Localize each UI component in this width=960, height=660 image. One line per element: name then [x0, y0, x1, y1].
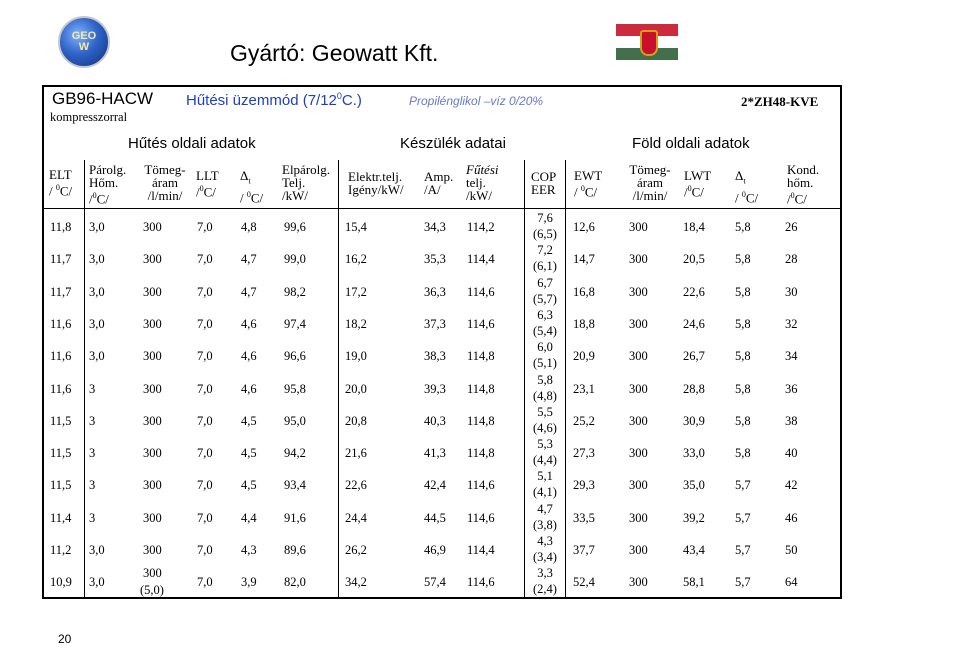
cell-llt: 7,0 — [197, 284, 213, 299]
cell-pin: 26,2 — [345, 543, 367, 557]
cell-cop-eer — [525, 533, 565, 565]
cell-amp: 57,4 — [424, 575, 446, 590]
cell-dt: 4,5 — [241, 478, 257, 493]
logo-text: GEO W — [71, 30, 97, 53]
header-divider — [44, 208, 840, 209]
cell-dt: 4,6 — [241, 316, 257, 331]
compressor-label: kompresszorral — [50, 110, 128, 124]
cell-dt: 4,5 — [241, 413, 257, 428]
col-divider — [338, 160, 339, 598]
cell-hom: 3,0 — [89, 316, 105, 331]
cell-cap: 89,6 — [284, 543, 306, 557]
cell-flow: 300 — [143, 284, 162, 299]
cell-eer: (4,8) — [533, 388, 557, 403]
col-header-electric-power: Elektr.telj. Igény/kW/ — [348, 169, 404, 197]
cell-lwt: 33,0 — [683, 446, 705, 461]
cell-eer: (2,4) — [533, 582, 557, 597]
cell-kond: 46 — [785, 510, 798, 525]
cell-flow: 300 — [143, 566, 162, 581]
cell-flow2: 300 — [629, 220, 648, 234]
cell-heat: 114,6 — [467, 478, 495, 493]
col-header-mass-flow: Tömeg- áram /l/min/ — [144, 162, 186, 203]
cell-flow: 300 — [143, 446, 162, 461]
col-header-condensing-temp: Kond. hőm. /$^0$C/ — [787, 162, 820, 207]
cell-ewt: 18,8 — [573, 316, 595, 331]
col-header-amp: Amp. /A/ — [424, 169, 454, 197]
cell-cap: 96,6 — [284, 349, 306, 364]
cell-elt: 11,8 — [50, 220, 72, 234]
cell-pin: 20,8 — [345, 413, 367, 428]
cell-dt: 4,6 — [241, 381, 257, 396]
cell-cop: 5,1 — [537, 469, 553, 484]
cell-flow: 300 — [143, 220, 162, 234]
cell-cop-eer — [525, 275, 565, 307]
cell-ewt: 14,7 — [573, 252, 595, 267]
cell-dt2: 5,8 — [735, 381, 751, 396]
cell-ewt: 27,3 — [573, 446, 595, 461]
cell-hom: 3 — [89, 446, 96, 461]
cell-dt2: 5,8 — [735, 413, 751, 428]
cell-kond: 32 — [785, 316, 798, 331]
cell-kond: 50 — [785, 543, 798, 557]
cell-llt: 7,0 — [197, 446, 213, 461]
cell-eer: (6,5) — [533, 227, 557, 241]
cell-hom: 3,0 — [89, 252, 105, 267]
cell-elt: 10,9 — [50, 575, 72, 590]
cell-heat: 114,6 — [467, 510, 495, 525]
model-name: GB96-HACW — [52, 89, 154, 108]
cell-flow-sub: (5,0) — [140, 583, 164, 598]
cell-eer: (3,4) — [533, 550, 557, 564]
cell-dt2: 5,8 — [735, 220, 751, 234]
cell-elt: 11,6 — [50, 349, 72, 364]
cell-pin: 17,2 — [345, 284, 367, 299]
cell-heat: 114,4 — [467, 252, 495, 267]
cell-ewt: 12,6 — [573, 220, 595, 234]
cell-dt: 4,7 — [241, 284, 257, 299]
cell-flow: 300 — [143, 478, 162, 493]
cell-eer: (5,7) — [533, 291, 557, 306]
cell-lwt: 35,0 — [683, 478, 705, 493]
cell-heat: 114,6 — [467, 575, 495, 590]
cell-ewt: 33,5 — [573, 510, 595, 525]
cell-llt: 7,0 — [197, 478, 213, 493]
cell-elt: 11,6 — [50, 381, 72, 396]
cell-dt2: 5,7 — [735, 575, 751, 590]
cell-cop-eer — [525, 404, 565, 436]
cell-dt2: 5,8 — [735, 446, 751, 461]
producer-title: Gyártó: Geowatt Kft. — [230, 40, 439, 66]
cell-lwt: 30,9 — [683, 413, 705, 428]
operating-mode: Hűtési üzemmód $(7/12^0C.)$ — [186, 91, 362, 109]
cell-ewt: 20,9 — [573, 349, 595, 364]
cell-cop: 7,2 — [537, 243, 553, 258]
cell-flow2: 300 — [629, 543, 648, 557]
cell-elt: 11,7 — [50, 284, 72, 299]
cell-cop-eer — [525, 210, 565, 242]
cell-cop-eer — [525, 436, 565, 468]
cell-pin: 20,0 — [345, 381, 367, 396]
cell-heat: 114,6 — [467, 284, 495, 299]
hungarian-flag-icon — [616, 24, 678, 60]
cell-kond: 40 — [785, 446, 798, 461]
cell-cap: 97,4 — [284, 316, 306, 331]
col-header-elt: ELT / $^0$C/ — [49, 167, 73, 199]
cell-kond: 26 — [785, 220, 798, 234]
cell-heat: 114,6 — [467, 316, 495, 331]
cell-cop-eer — [525, 339, 565, 371]
cell-cop-eer — [525, 372, 565, 404]
cell-eer: (4,1) — [533, 485, 557, 500]
cell-kond: 38 — [785, 413, 798, 428]
cell-flow: 300 — [143, 543, 162, 557]
col-header-lwt: LWT /$^0$C/ — [684, 168, 712, 200]
cell-flow2: 300 — [629, 478, 648, 493]
cell-llt: 7,0 — [197, 316, 213, 331]
cell-llt: 7,0 — [197, 575, 213, 590]
cell-amp: 38,3 — [424, 349, 446, 364]
col-divider — [565, 160, 566, 598]
cell-elt: 11,5 — [50, 446, 72, 461]
cell-eer: (5,4) — [533, 323, 557, 338]
cell-llt: 7,0 — [197, 349, 213, 364]
cell-flow2: 300 — [629, 510, 648, 525]
cell-dt2: 5,8 — [735, 349, 751, 364]
cell-lwt: 28,8 — [683, 381, 705, 396]
col-header-delta-t: $\Delta_t$ / $^0$C/ — [240, 168, 264, 205]
cell-llt: 7,0 — [197, 220, 213, 234]
section-device-data: Készülék adatai — [400, 135, 506, 152]
fluid-info: Propilénglikol –víz 0/20% — [409, 94, 544, 108]
cell-cop: 5,3 — [537, 437, 553, 452]
section-ground-side: Föld oldali adatok — [632, 135, 750, 152]
cell-dt: 4,5 — [241, 446, 257, 461]
cell-hom: 3,0 — [89, 349, 105, 364]
cell-dt: 4,6 — [241, 349, 257, 364]
cell-dt: 4,8 — [241, 220, 257, 234]
page-number: 20 — [58, 632, 72, 646]
cell-amp: 46,9 — [424, 543, 446, 557]
cell-cop: 5,5 — [537, 404, 553, 419]
cell-flow2: 300 — [629, 349, 648, 364]
cell-pin: 18,2 — [345, 316, 367, 331]
cell-amp: 35,3 — [424, 252, 446, 267]
cell-ewt: 29,3 — [573, 478, 595, 493]
cell-lwt: 20,5 — [683, 252, 705, 267]
cell-eer: (3,8) — [533, 517, 557, 532]
cell-eer: (6,1) — [533, 259, 557, 274]
cell-flow2: 300 — [629, 446, 648, 461]
cell-flow2: 300 — [629, 575, 648, 590]
cell-lwt: 39,2 — [683, 510, 705, 525]
cell-cop: 4,3 — [537, 534, 553, 548]
cell-cop-eer — [525, 307, 565, 339]
cell-cap: 93,4 — [284, 478, 306, 493]
cell-llt: 7,0 — [197, 543, 213, 557]
cell-dt: 4,3 — [241, 543, 257, 557]
cell-ewt: 23,1 — [573, 381, 595, 396]
cell-flow: 300 — [143, 316, 162, 331]
cell-cop: 4,7 — [537, 501, 553, 516]
cell-dt2: 5,7 — [735, 510, 751, 525]
cell-hom: 3 — [89, 413, 96, 428]
cell-dt2: 5,8 — [735, 284, 751, 299]
cell-cop: 6,7 — [537, 275, 553, 290]
cell-elt: 11,7 — [50, 252, 72, 267]
cell-flow: 300 — [143, 381, 162, 396]
cell-heat: 114,8 — [467, 349, 495, 364]
cell-eer: (4,6) — [533, 420, 557, 435]
cell-kond: 36 — [785, 381, 798, 396]
cell-cop-eer — [525, 565, 565, 597]
cell-dt: 4,7 — [241, 252, 257, 267]
cell-amp: 41,3 — [424, 446, 446, 461]
cell-elt: 11,6 — [50, 316, 72, 331]
cell-dt2: 5,8 — [735, 252, 751, 267]
geowatt-logo — [58, 16, 110, 68]
cell-eer: (5,1) — [533, 356, 557, 371]
cell-kond: 42 — [785, 478, 798, 493]
cell-heat: 114,8 — [467, 381, 495, 396]
cell-hom: 3,0 — [89, 575, 105, 590]
cell-ewt: 37,7 — [573, 543, 595, 557]
cell-heat: 114,8 — [467, 446, 495, 461]
cell-pin: 16,2 — [345, 252, 367, 267]
col-header-evap-capacity: Elpárolg. Telj. /kW/ — [282, 162, 331, 203]
cell-kond: 64 — [785, 575, 798, 590]
cell-cop: 7,6 — [537, 211, 553, 225]
col-header-heating-capacity: Fűtési telj. /kW/ — [466, 162, 499, 203]
cell-flow2: 300 — [629, 284, 648, 299]
cell-hom: 3,0 — [89, 220, 105, 234]
cell-cop: 3,3 — [537, 566, 553, 581]
cell-flow2: 300 — [629, 381, 648, 396]
cell-pin: 19,0 — [345, 349, 367, 364]
cell-llt: 7,0 — [197, 413, 213, 428]
cell-hom: 3,0 — [89, 284, 105, 299]
cell-pin: 15,4 — [345, 220, 367, 234]
cell-lwt: 22,6 — [683, 284, 705, 299]
cell-lwt: 58,1 — [683, 575, 705, 590]
cell-hom: 3 — [89, 478, 96, 493]
cell-lwt: 24,6 — [683, 316, 705, 331]
cell-lwt: 18,4 — [683, 220, 705, 234]
cell-flow2: 300 — [629, 252, 648, 267]
col-divider — [84, 160, 85, 598]
cell-hom: 3,0 — [89, 543, 105, 557]
col-header-llt: LLT /$^0$C/ — [196, 168, 219, 200]
cell-dt2: 5,7 — [735, 478, 751, 493]
cell-kond: 28 — [785, 252, 798, 267]
col-header-cop-eer: COP EER — [531, 169, 557, 197]
cell-hom: 3 — [89, 381, 96, 396]
cell-flow2: 300 — [629, 413, 648, 428]
cell-lwt: 26,7 — [683, 349, 705, 364]
cell-lwt: 43,4 — [683, 543, 705, 557]
cell-cap: 98,2 — [284, 284, 306, 299]
cell-amp: 37,3 — [424, 316, 446, 331]
cell-eer: (4,4) — [533, 453, 557, 468]
cell-amp: 34,3 — [424, 220, 446, 234]
cell-ewt: 25,2 — [573, 413, 595, 428]
cell-cap: 95,0 — [284, 413, 306, 428]
col-header-delta-t-ground: $\Delta_t$ / $^0$C/ — [735, 168, 759, 205]
cell-pin: 34,2 — [345, 575, 367, 590]
cell-heat: 114,8 — [467, 413, 495, 428]
cell-cop-eer — [525, 468, 565, 500]
cell-dt2: 5,8 — [735, 316, 751, 331]
cell-dt: 4,4 — [241, 510, 257, 525]
cell-amp: 39,3 — [424, 381, 446, 396]
cell-cap: 82,0 — [284, 575, 306, 590]
cell-cap: 91,6 — [284, 510, 306, 525]
cell-hom: 3 — [89, 510, 96, 525]
cell-elt: 11,5 — [50, 413, 72, 428]
cell-cop: 6,3 — [537, 307, 553, 322]
cell-llt: 7,0 — [197, 510, 213, 525]
cell-cop-eer — [525, 501, 565, 533]
cell-cap: 99,6 — [284, 220, 306, 234]
cell-kond: 34 — [785, 349, 798, 364]
cell-flow: 300 — [143, 349, 162, 364]
cell-llt: 7,0 — [197, 381, 213, 396]
cell-pin: 24,4 — [345, 510, 367, 525]
cell-elt: 11,4 — [50, 510, 72, 525]
cell-amp: 42,4 — [424, 478, 446, 493]
cell-flow: 300 — [143, 510, 162, 525]
cell-elt: 11,2 — [50, 543, 72, 557]
cell-elt: 11,5 — [50, 478, 72, 493]
cell-flow: 300 — [143, 252, 162, 267]
cell-cop-eer — [525, 242, 565, 274]
cell-cap: 95,8 — [284, 381, 306, 396]
condenser-model: 2*ZH48-KVE — [741, 94, 819, 109]
cell-llt: 7,0 — [197, 252, 213, 267]
cell-pin: 22,6 — [345, 478, 367, 493]
cell-heat: 114,2 — [467, 220, 495, 234]
cell-pin: 21,6 — [345, 446, 367, 461]
cell-heat: 114,4 — [467, 543, 495, 557]
cell-amp: 40,3 — [424, 413, 446, 428]
col-header-ewt: EWT / $^0$C/ — [574, 168, 603, 200]
cell-dt2: 5,7 — [735, 543, 751, 557]
cell-amp: 44,5 — [424, 510, 446, 525]
cell-cap: 99,0 — [284, 252, 306, 267]
cell-ewt: 52,4 — [573, 575, 595, 590]
col-header-mass-flow-ground: Tömeg- áram /l/min/ — [629, 162, 671, 203]
cell-cop: 6,0 — [537, 340, 553, 355]
cell-cop: 5,8 — [537, 372, 553, 387]
cell-dt: 3,9 — [241, 575, 257, 590]
cell-cap: 94,2 — [284, 446, 306, 461]
cell-flow: 300 — [143, 413, 162, 428]
cell-kond: 30 — [785, 284, 798, 299]
section-cooling-side: Hűtés oldali adatok — [128, 135, 256, 152]
cell-ewt: 16,8 — [573, 284, 595, 299]
cell-amp: 36,3 — [424, 284, 446, 299]
col-header-evap-temp: Párolg. Hőm. /$^0$C/ — [89, 162, 127, 207]
cell-flow2: 300 — [629, 316, 648, 331]
